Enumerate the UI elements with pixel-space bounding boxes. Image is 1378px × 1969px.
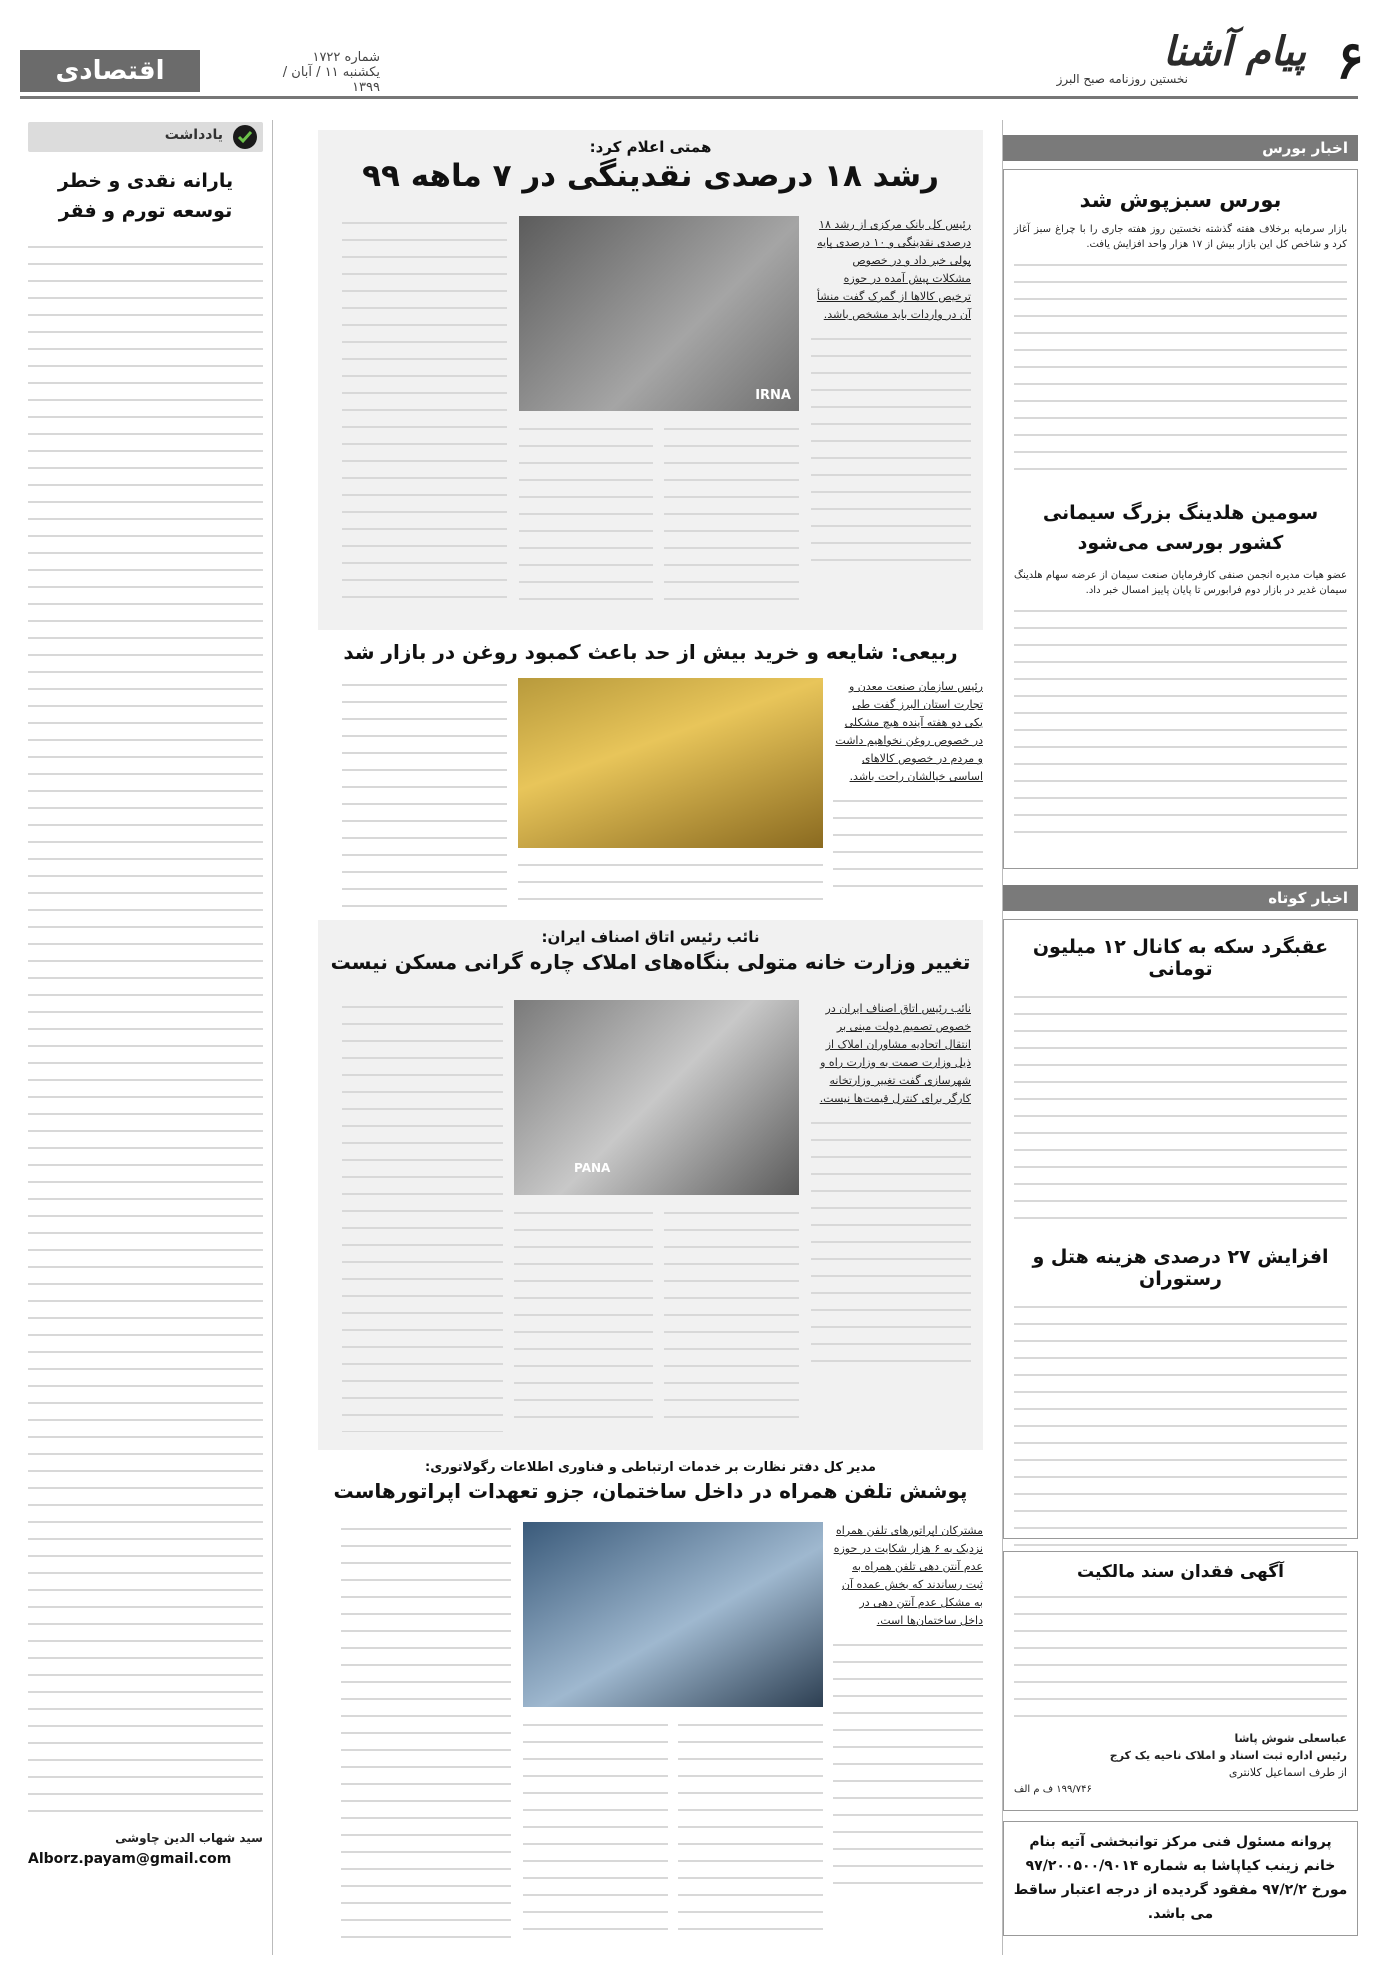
short-news-header: اخبار کوتاه [1003,885,1358,911]
notice-org: رئیس اداره ثبت اسناد و املاک ناحیه یک کرج [1109,1749,1347,1762]
story-a-title: رشد ۱۸ درصدی نقدینگی در ۷ ماهه ۹۹ [362,158,939,194]
center-area [318,130,983,1955]
story-b [318,630,983,920]
story-d-lead: مشترکان اپراتورهای تلفن همراه نزدیک به ۶ هزار شکایت در حوزه عدم آنتن دهی تلفن همراه به ثبت رساندند که بخش عمده آن به مشکل عدم آنتن دهی در داخل ساختمان‌ها است. [833,1524,983,1627]
notice-signature: عباسعلی شوش پاشا [1234,1732,1347,1745]
short-news-box [1003,919,1358,1539]
story1-title: بورس سبزپوش شد [1079,188,1282,212]
story-d-body-1 [833,1638,983,1888]
story-d [318,1450,983,1955]
tagline: نخستین روزنامه صبح البرز [1056,72,1188,86]
story-b-lead: رئیس سازمان صنعت معدن و تجارت استان البرز گفت طی یکی دو هفته آینده هیچ مشکلی در خصوص روغن نخواهیم داشت و مردم در خصوص کالاهای اساسی خیالشان راحت باشد. [835,680,983,783]
license-notice: پروانه مسئول فنی مرکز توانبخشی آتیه بنام خانم زینب کیاپاشا به شماره ۹۷/۲۰۰۵۰۰/۹۰۱۴ مورخ ۹۷/۲/۲ مفقود گردیده از درجه اعتبار ساقط می باشد. [1003,1821,1358,1936]
story-c-title: تغییر وزارت خانه متولی بنگاه‌های املاک چاره گرانی مسکن نیست [330,950,971,974]
ownership-notice [1003,1551,1358,1811]
story-c [318,920,983,1450]
editorial-header [28,122,263,152]
editorial-title: یارانه نقدی و خطر توسعه تورم و فقر [57,170,234,222]
story2-body [1014,604,1347,834]
right-column [1003,135,1358,1955]
notice-body [1014,1590,1347,1730]
story-c-body-2 [664,1206,799,1432]
story-b-body-2 [518,858,823,910]
editorial-label: یادداشت [164,127,223,143]
issue-date: یکشنبه ۱۱ / آبان / ۱۳۹۹ [282,65,380,95]
story-b-body-1 [833,794,983,894]
story-c-photo [514,1000,799,1195]
newspaper-logo: پیام آشنا [1163,28,1306,75]
story-d-lead-col [833,1522,983,1888]
story-c-kicker: نائب رئیس اتاق اصناف ایران: [541,928,760,946]
column-separator-right [1002,120,1003,1955]
story4-body [1014,1300,1347,1560]
page-number: ۶ [1336,30,1364,91]
photo-c-credit: PANA [574,1161,611,1175]
story-a-body-4 [342,216,507,612]
story3-title: عقبگرد سکه به کانال ۱۲ میلیون تومانی [1032,936,1329,980]
story-d-body-4 [341,1522,511,1938]
section-title: اقتصادی [20,50,200,92]
story-b-title: ربیعی: شایعه و خرید بیش از حد باعث کمبود روغن در بازار شد [343,640,958,664]
checkmark-icon [233,125,257,149]
story1-body [1014,258,1347,478]
story-a-body-1 [811,332,971,572]
story-d-kicker: مدیر کل دفتر نظارت بر خدمات ارتباطی و فناوری اطلاعات رگولاتوری: [425,1460,876,1475]
story-c-lead-col [811,1000,971,1376]
story3-body [1014,990,1347,1230]
notice-title: آگهی فقدان سند مالکیت [1076,1562,1284,1582]
story-c-lead: نائب رئیس اتاق اصناف ایران در خصوص تصمیم دولت مبنی بر انتقال اتحادیه مشاوران املاک از ذیل وزارت صمت به وزارت راه و شهرسازی گفت تغییر وزارتخانه کارگر برای کنترل قیمت‌ها نیست. [819,1002,971,1105]
notice-code: ۱۹۹/۷۴۶ ف م الف [1014,1784,1092,1795]
story-a-lead-col [811,216,971,572]
photo-a-credit: IRNA [755,388,791,403]
story-a [318,130,983,630]
story-a-lead: رئیس کل بانک مرکزی از رشد ۱۸ درصدی نقدینگی و ۱۰ درصدی پایه پولی خبر داد و در خصوص مشکلات پیش آمده در حوزه ترخیص کالاها از گمرک گفت منشأ آن در واردات باید مشخص باشد. [816,218,971,321]
story-b-lead-col [833,678,983,894]
editorial-email: Alborz.payam@gmail.com [28,1851,232,1867]
issue-info [270,50,380,95]
editorial-author: سید شهاب الدین چاوشی [115,1831,263,1845]
story-c-body-3 [514,1206,653,1432]
story-d-photo [523,1522,823,1707]
story-a-body-3 [519,422,653,612]
story-b-body-3 [342,678,507,910]
story2-title: سومین هلدینگ بزرگ سیمانی کشور بورسی می‌شود [1042,502,1319,554]
editorial-body [28,240,263,1820]
story-d-title: پوشش تلفن همراه در داخل ساختمان، جزو تعهدات اپراتورهاست [333,1479,968,1503]
masthead-rule [20,96,1358,99]
column-separator-left [272,120,273,1955]
story-a-kicker: همتی اعلام کرد: [589,138,712,156]
story-c-body-1 [811,1116,971,1376]
bourse-header: اخبار بورس [1003,135,1358,161]
notice-by: از طرف اسماعیل کلانتری [1228,1766,1347,1779]
story-d-body-2 [678,1718,823,1938]
editorial-column [28,122,263,1957]
masthead [0,0,1378,105]
story1-lead: بازار سرمایه برخلاف هفته گذشته نخستین روز هفته جاری را با چراغ سبز آغاز کرد و شاخص کل این بازار بیش از ۱۷ هزار واحد افزایش یافت. [1014,224,1347,250]
story-a-photo [519,216,799,411]
story2-lead: عضو هیات مدیره انجمن صنفی کارفرمایان صنعت سیمان از عرضه سهام هلدینگ سیمان غدیر در بازار دوم فرابورس تا پایان پاییز امسال خبر داد. [1014,570,1347,596]
story-c-body-4 [342,1000,503,1432]
story4-title: افزایش ۲۷ درصدی هزینه هتل و رستوران [1032,1246,1329,1290]
story-a-body-2 [664,422,799,612]
story-b-photo [518,678,823,848]
story-d-body-3 [523,1718,668,1938]
issue-number: شماره ۱۷۲۲ [312,50,380,65]
bourse-box [1003,169,1358,869]
